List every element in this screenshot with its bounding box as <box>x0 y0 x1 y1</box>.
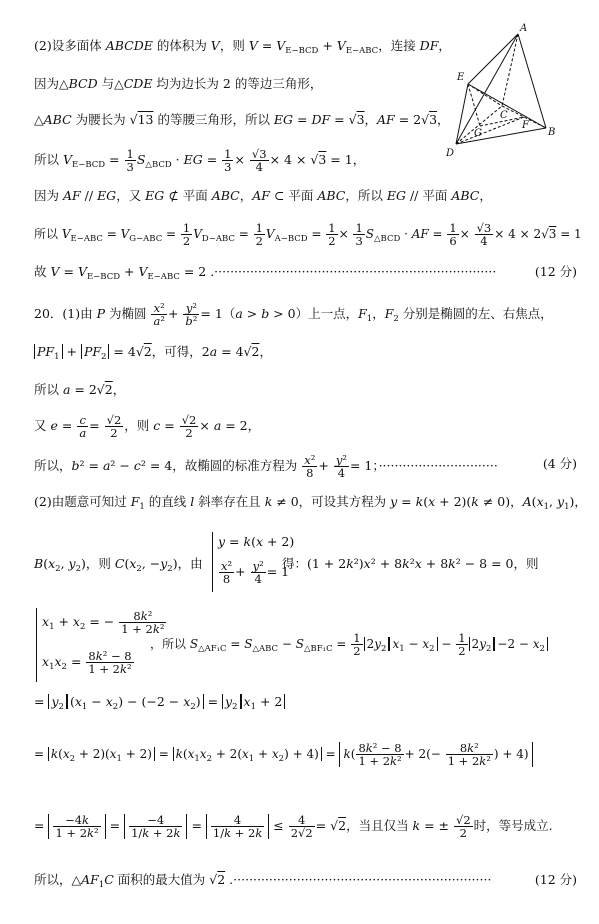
figure-label-b: B <box>548 127 556 138</box>
q20-line10: = $k(x_2 + 2)(x_1 + 2) = k(x_1x_2 + 2(x_1 + x_2) + 4) = k$( $\frac{\text{8k² − 8}}{\text{1 + 2k²}}$ + 2(− $\frac{\text{8k²}}{\text{1 + 2k²}}$ ) + 4) <box>34 742 533 769</box>
system-eq-1: y = k(x + 2) <box>218 534 295 549</box>
q20-line12: 所以，$\triangle AF_1C$ 面积的最大值为 √2 .································································· <box>34 872 492 890</box>
q20-score-1: (4 分) <box>542 456 577 471</box>
q20-line6: (2)由题意可知过 $F_1$ 的直线 l 斜率存在且 k ≠ 0，可设其方程为 y = k(x + 2)(k ≠ 0)，$A(x_1$, $y_1$)， <box>34 494 587 512</box>
q20-line4: 又 e = $\frac{c}{a}$ = $\frac{√2}{2}$ ，则 c = $\frac{√2}{2}$ × a = 2， <box>34 413 261 440</box>
figure-label-e: E <box>457 72 465 83</box>
p2-line7: 故 $V = V_{E-BCD} + V_{E-ABC} = 2$ .······································································· <box>34 264 497 282</box>
q20-line9: = $y_2$ $(x_1 - x_2) - (-2 - x_2) = y_2$ $x_1 + 2$ <box>34 692 285 717</box>
system-brace-2 <box>36 608 37 682</box>
vieta-product: $x_1x_2$ = $\frac{\text{8k² − 8}}{\text{1 + 2k²}}$ <box>42 649 132 676</box>
system-eq-2: $\frac{\text{x²}}{8}$ + $\frac{\text{y²}}{4}$ = 1 <box>221 559 290 586</box>
p2-line2: 因为△BCD 与△CDE 均为边长为 2 的等边三角形， <box>34 76 323 91</box>
figure-label-d: D <box>446 148 455 159</box>
p2-score: (12 分) <box>534 264 577 279</box>
q20-line7-result: 得：(1 + 2k²)x² + 8k²x + 8k² − 8 = 0，则 <box>282 556 539 571</box>
q20-line5: 所以，b² = a² − c² = 4，故椭圆的标准方程为 $\frac{\text{x²}}{8}$ + $\frac{\text{y²}}{4}$ = 1；······························ <box>34 453 498 480</box>
p2-line3: △ABC 为腰长为 √13 的等腰三角形，所以 EG = DF = √3，AF = 2√3， <box>34 112 450 127</box>
q20-line11: = $\frac{-4k}{\text{1 + 2k²}}$ = $\frac{-4}{1/k + 2k}$ = $\frac{4}{1/k + 2k}$ ≤ $\frac{4}{2√2}$ = √2，当且仅当 k = ± $\frac{√2}{2}$ 时，等号成立. <box>34 813 553 840</box>
figure-label-a: A <box>520 23 528 34</box>
vieta-sum: $x_1 + x_2$ = − $\frac{\text{8k²}}{\text{1 + 2k²}}$ <box>42 609 165 636</box>
q20-score-2: (12 分) <box>534 872 577 887</box>
figure-label-g: G <box>474 128 482 139</box>
q20-line2: $PF_1 + PF_2 = 4√2$，可得，2a = 4√2， <box>34 342 272 367</box>
q20-line3: 所以 a = 2√2， <box>34 382 126 397</box>
polyhedron-figure <box>440 22 590 162</box>
q20-line8: ，所以 $S_{\triangle AF_1C} = S_{\triangle ABC} - S_{\triangle BF_1C}$ = $\frac{1}{2}$ $2y_2$ $x_1 - x_2$ − $\frac{1}{2}$ $2y_2 -2 - x_2$ <box>150 632 548 659</box>
q20-line7: $B(x_2$, $y_2$)，则 $C(x_2$, $-y_2$)，由 <box>34 556 203 574</box>
p2-line6: 所以 $V_{E-ABC} = V_{G-ABC}$ = $\frac{1}{2}$ $V_{D-ABC}$ = $\frac{1}{2}$ $V_{A-BCD}$ = $\frac{1}{2}$ × $\frac{1}{3}$ $S_{\triangle BCD}$ · AF = $\frac{1}{6}$ × $\frac{√3}{4}$ × 4 × 2√3 = 1 <box>34 221 582 248</box>
p2-line5: 因为 AF // EG，又 EG ⊄ 平面 ABC，AF ⊂ 平面 ABC，所以 EG // 平面 ABC， <box>34 188 492 203</box>
figure-label-f: F <box>522 120 529 131</box>
system-brace-1 <box>212 532 213 592</box>
p2-line4: 所以 $V_{E-BCD}$ = $\frac{1}{3}$ $S_{\triangle BCD}$ · EG = $\frac{1}{3}$ × $\frac{√3}{4}$ × 4 × √3 = 1， <box>34 147 366 174</box>
q20-line1: 20．(1)由 P 为椭圆 $\frac{\text{x²}}{\text{a²}}$ + $\frac{\text{y²}}{\text{b²}}$ = 1（a > b > 0）上一点，$F_1$，$F_2$ 分别是椭圆的左、右焦点， <box>34 301 553 328</box>
figure-label-c: C <box>500 110 508 121</box>
p2-line1: (2)设多面体 ABCDE 的体积为 V，则 $V = V_{E-BCD} + V_{E-ABC}$，连接 DF， <box>34 38 451 56</box>
